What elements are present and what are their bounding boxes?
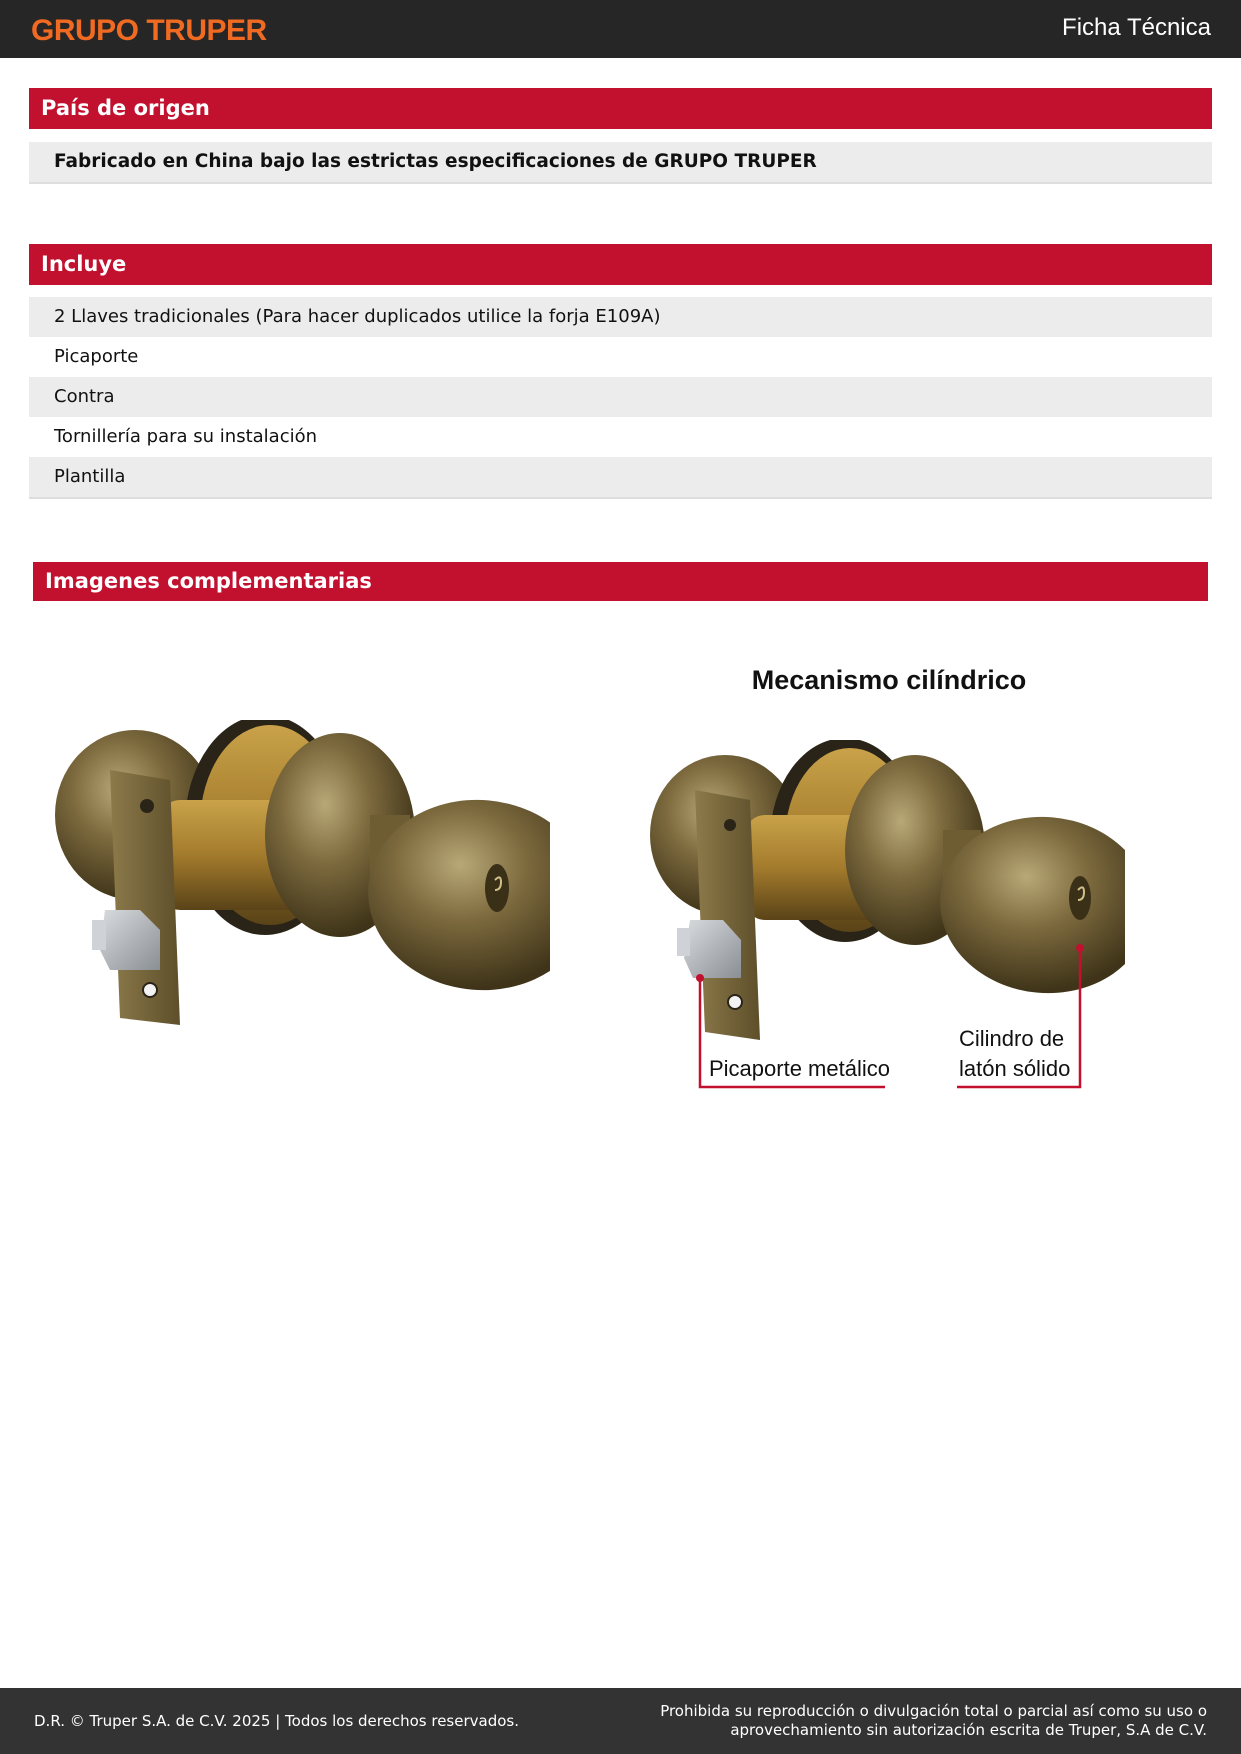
list-item: Plantilla (29, 457, 1212, 497)
origin-text: Fabricado en China bajo las estrictas especificaciones de GRUPO TRUPER (29, 142, 1212, 182)
callout-cylinder-label-line1: Cilindro de (959, 1026, 1065, 1051)
divider (29, 182, 1212, 184)
brand-logo: GRUPO TRUPER (31, 14, 267, 47)
footer-disclaimer-line1: Prohibida su reproducción o divulgación total o parcial así como su uso o (660, 1702, 1207, 1720)
document-title: Ficha Técnica (1062, 14, 1211, 41)
footer-disclaimer (647, 1702, 1207, 1740)
callout-cylinder-label-line2: latón sólido (959, 1056, 1071, 1081)
footer-copyright: D.R. © Truper S.A. de C.V. 2025 | Todos los derechos reservados. (34, 1712, 519, 1730)
section-header-origin: País de origen (29, 88, 1212, 129)
callout-latch-label: Picaporte metálico (709, 1056, 890, 1081)
list-item: 2 Llaves tradicionales (Para hacer duplicados utilice la forja E109A) (29, 297, 1212, 337)
section-header-images: Imagenes complementarias (33, 562, 1208, 601)
list-item: Contra (29, 377, 1212, 417)
footer (0, 1688, 1241, 1754)
divider (29, 497, 1212, 499)
doorknob-lock-image (50, 720, 550, 1040)
list-item: Tornillería para su instalación (54, 426, 318, 447)
list-item: Picaporte (54, 346, 139, 367)
footer-disclaimer-line2: aprovechamiento sin autorización escrita de Truper, S.A de C.V. (730, 1721, 1207, 1739)
section-header-includes: Incluye (29, 244, 1212, 285)
header-bar (0, 0, 1241, 58)
figure-title: Mecanismo cilíndrico (751, 665, 1027, 695)
